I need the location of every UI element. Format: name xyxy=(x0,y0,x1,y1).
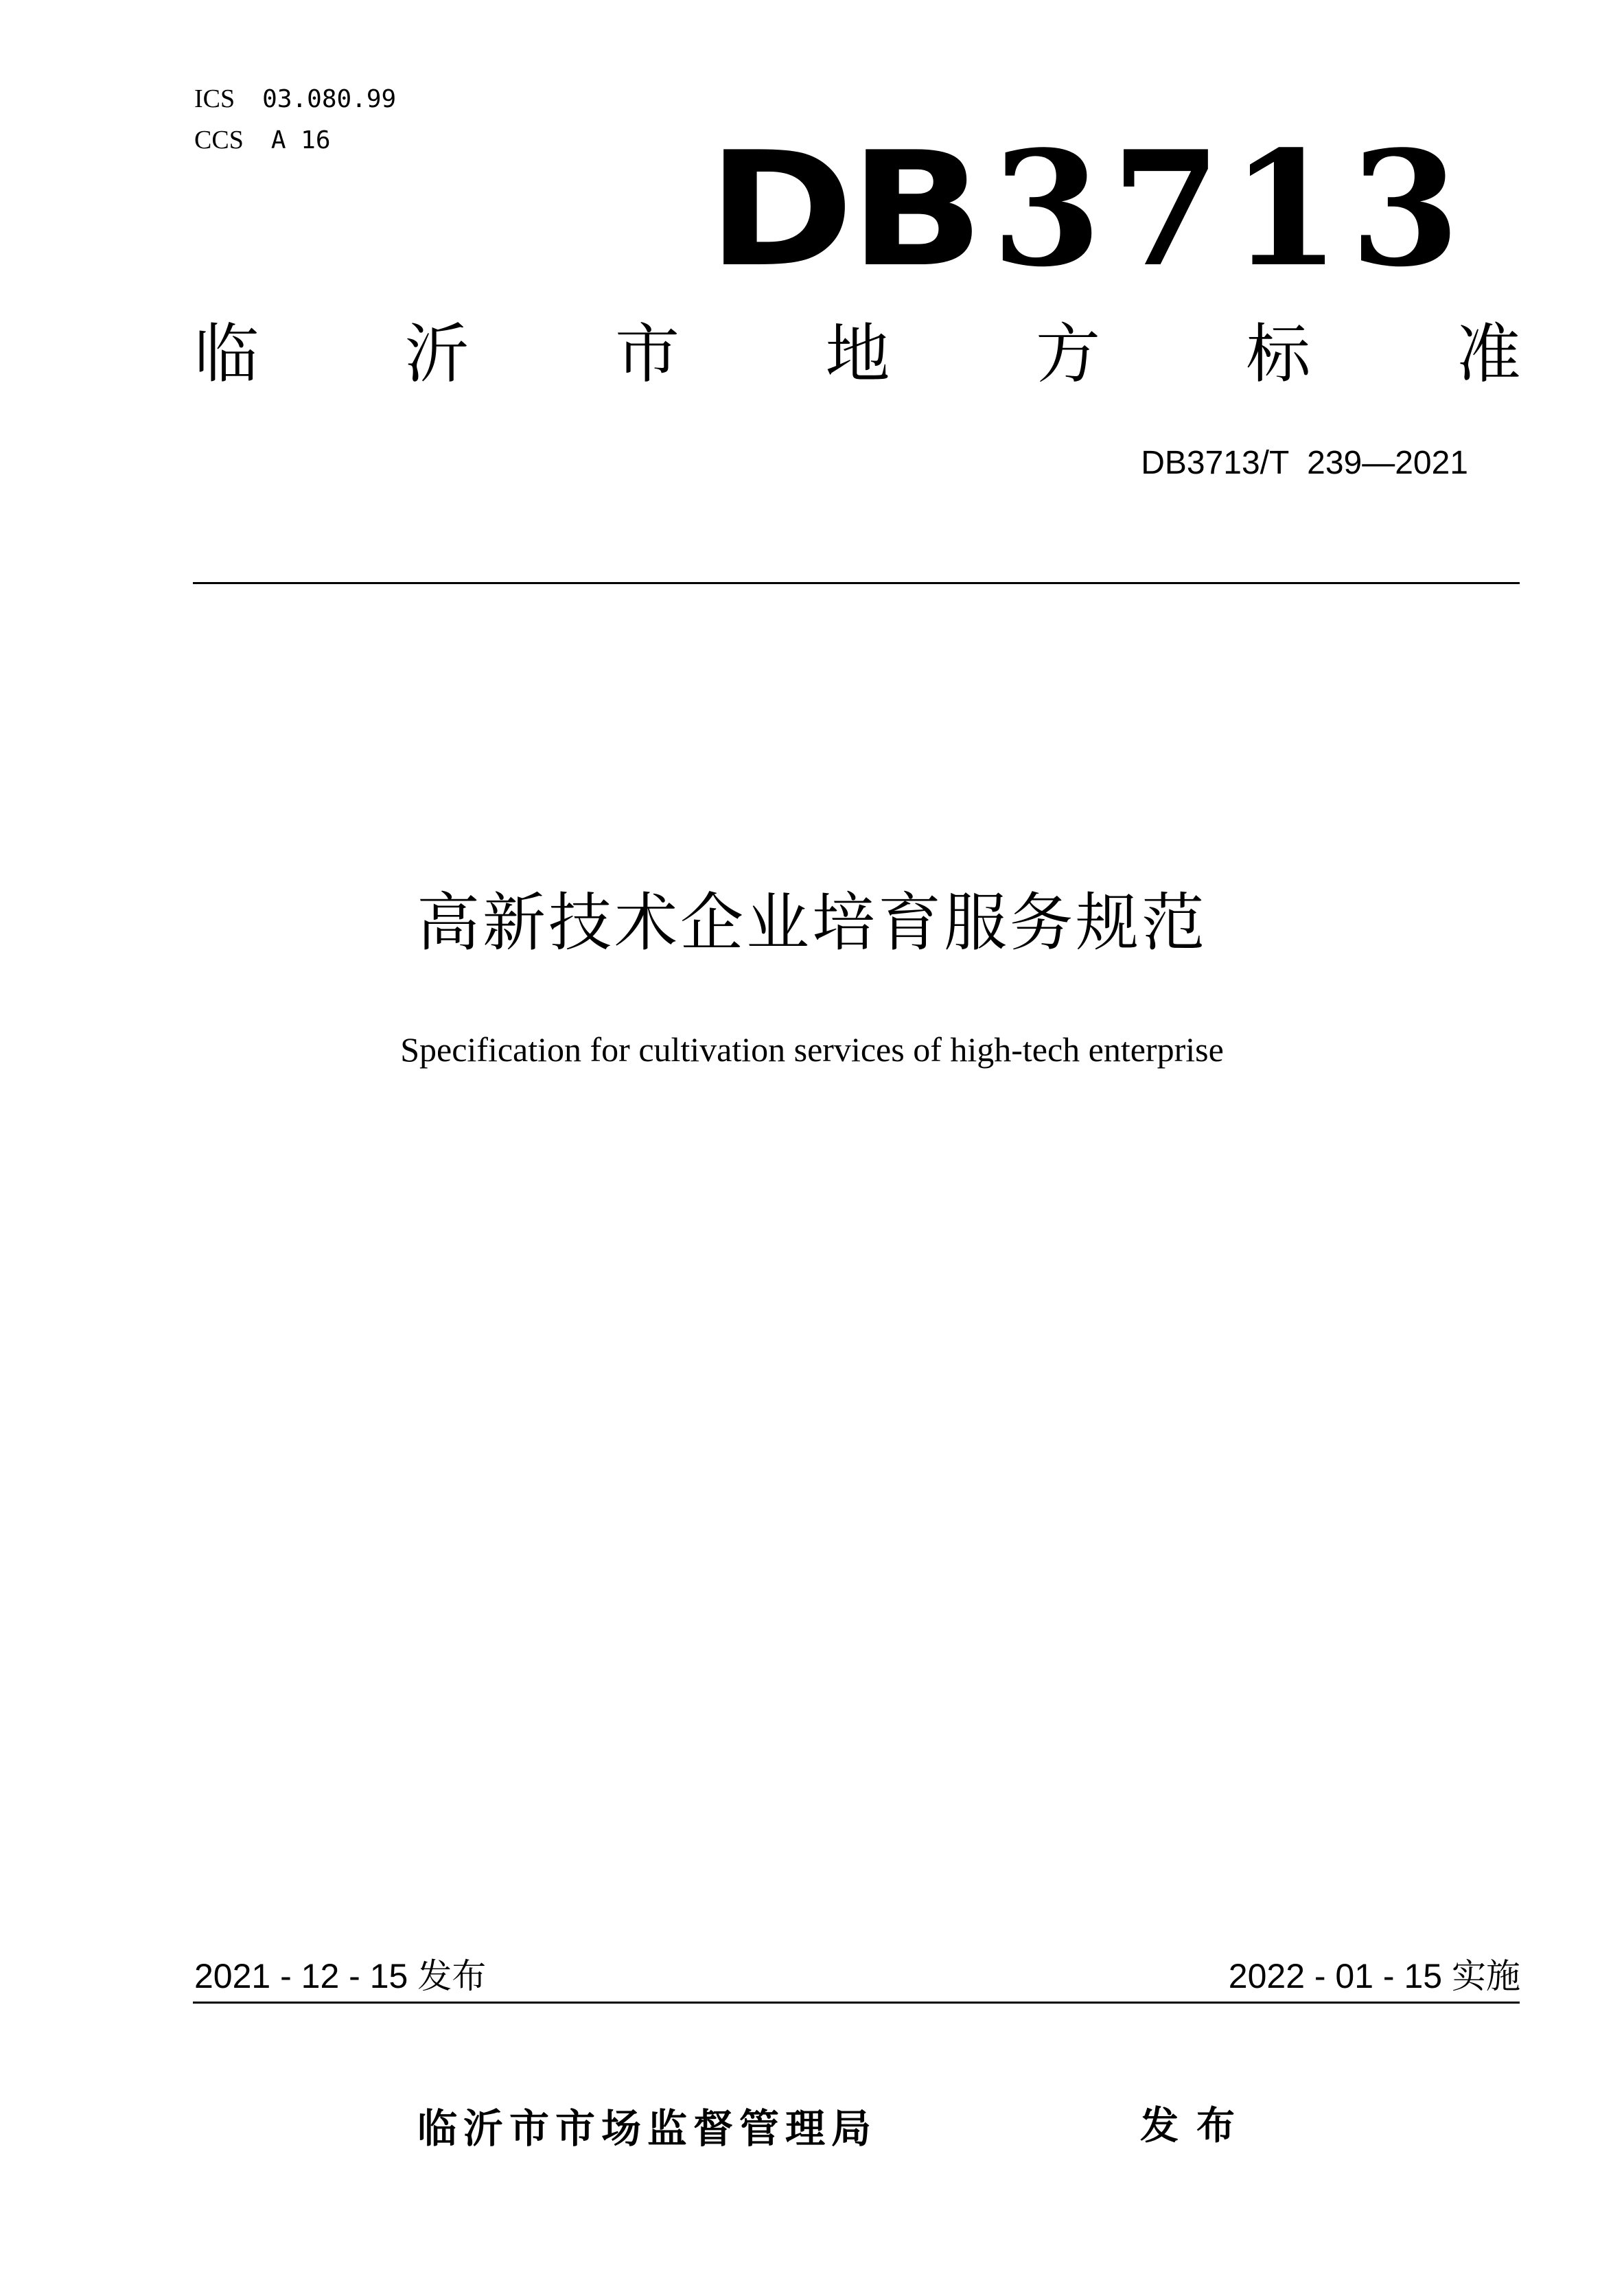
logo-number: 3713 xyxy=(991,117,1470,302)
heading-char: 市 xyxy=(614,317,680,392)
top-divider xyxy=(193,582,1520,584)
heading-char: 沂 xyxy=(404,317,469,392)
ics-label: ICS xyxy=(194,84,235,113)
bottom-divider xyxy=(193,2002,1520,2004)
heading-char: 标 xyxy=(1246,317,1311,392)
ics-code: 03.080.99 xyxy=(262,85,397,113)
ics-classification xyxy=(194,82,396,116)
ccs-label: CCS xyxy=(194,126,244,154)
implementation-date: 2022 - 01 - 15 实施 xyxy=(1228,1957,1520,1995)
issuing-authority: 临沂市市场监督管理局 xyxy=(417,2105,878,2152)
local-standard-heading xyxy=(194,317,1521,393)
ccs-classification xyxy=(194,124,331,157)
standard-number: DB3713/T 239—2021 xyxy=(1141,445,1468,481)
heading-char: 临 xyxy=(194,317,259,392)
heading-char: 准 xyxy=(1456,317,1521,392)
issue-date: 2021 - 12 - 15 发布 xyxy=(194,1957,487,1995)
publish-label: 发布 xyxy=(1140,2104,1253,2148)
heading-char: 地 xyxy=(825,317,890,392)
standard-logo xyxy=(707,117,1470,302)
document-title-chinese: 高新技术企业培育服务规范 xyxy=(416,886,1207,960)
document-title-english: Specification for cultivation services of high-tech enterprise xyxy=(400,1030,1224,1069)
logo-prefix: DB xyxy=(707,119,979,302)
heading-char: 方 xyxy=(1035,317,1100,392)
ccs-code: A 16 xyxy=(270,126,331,154)
